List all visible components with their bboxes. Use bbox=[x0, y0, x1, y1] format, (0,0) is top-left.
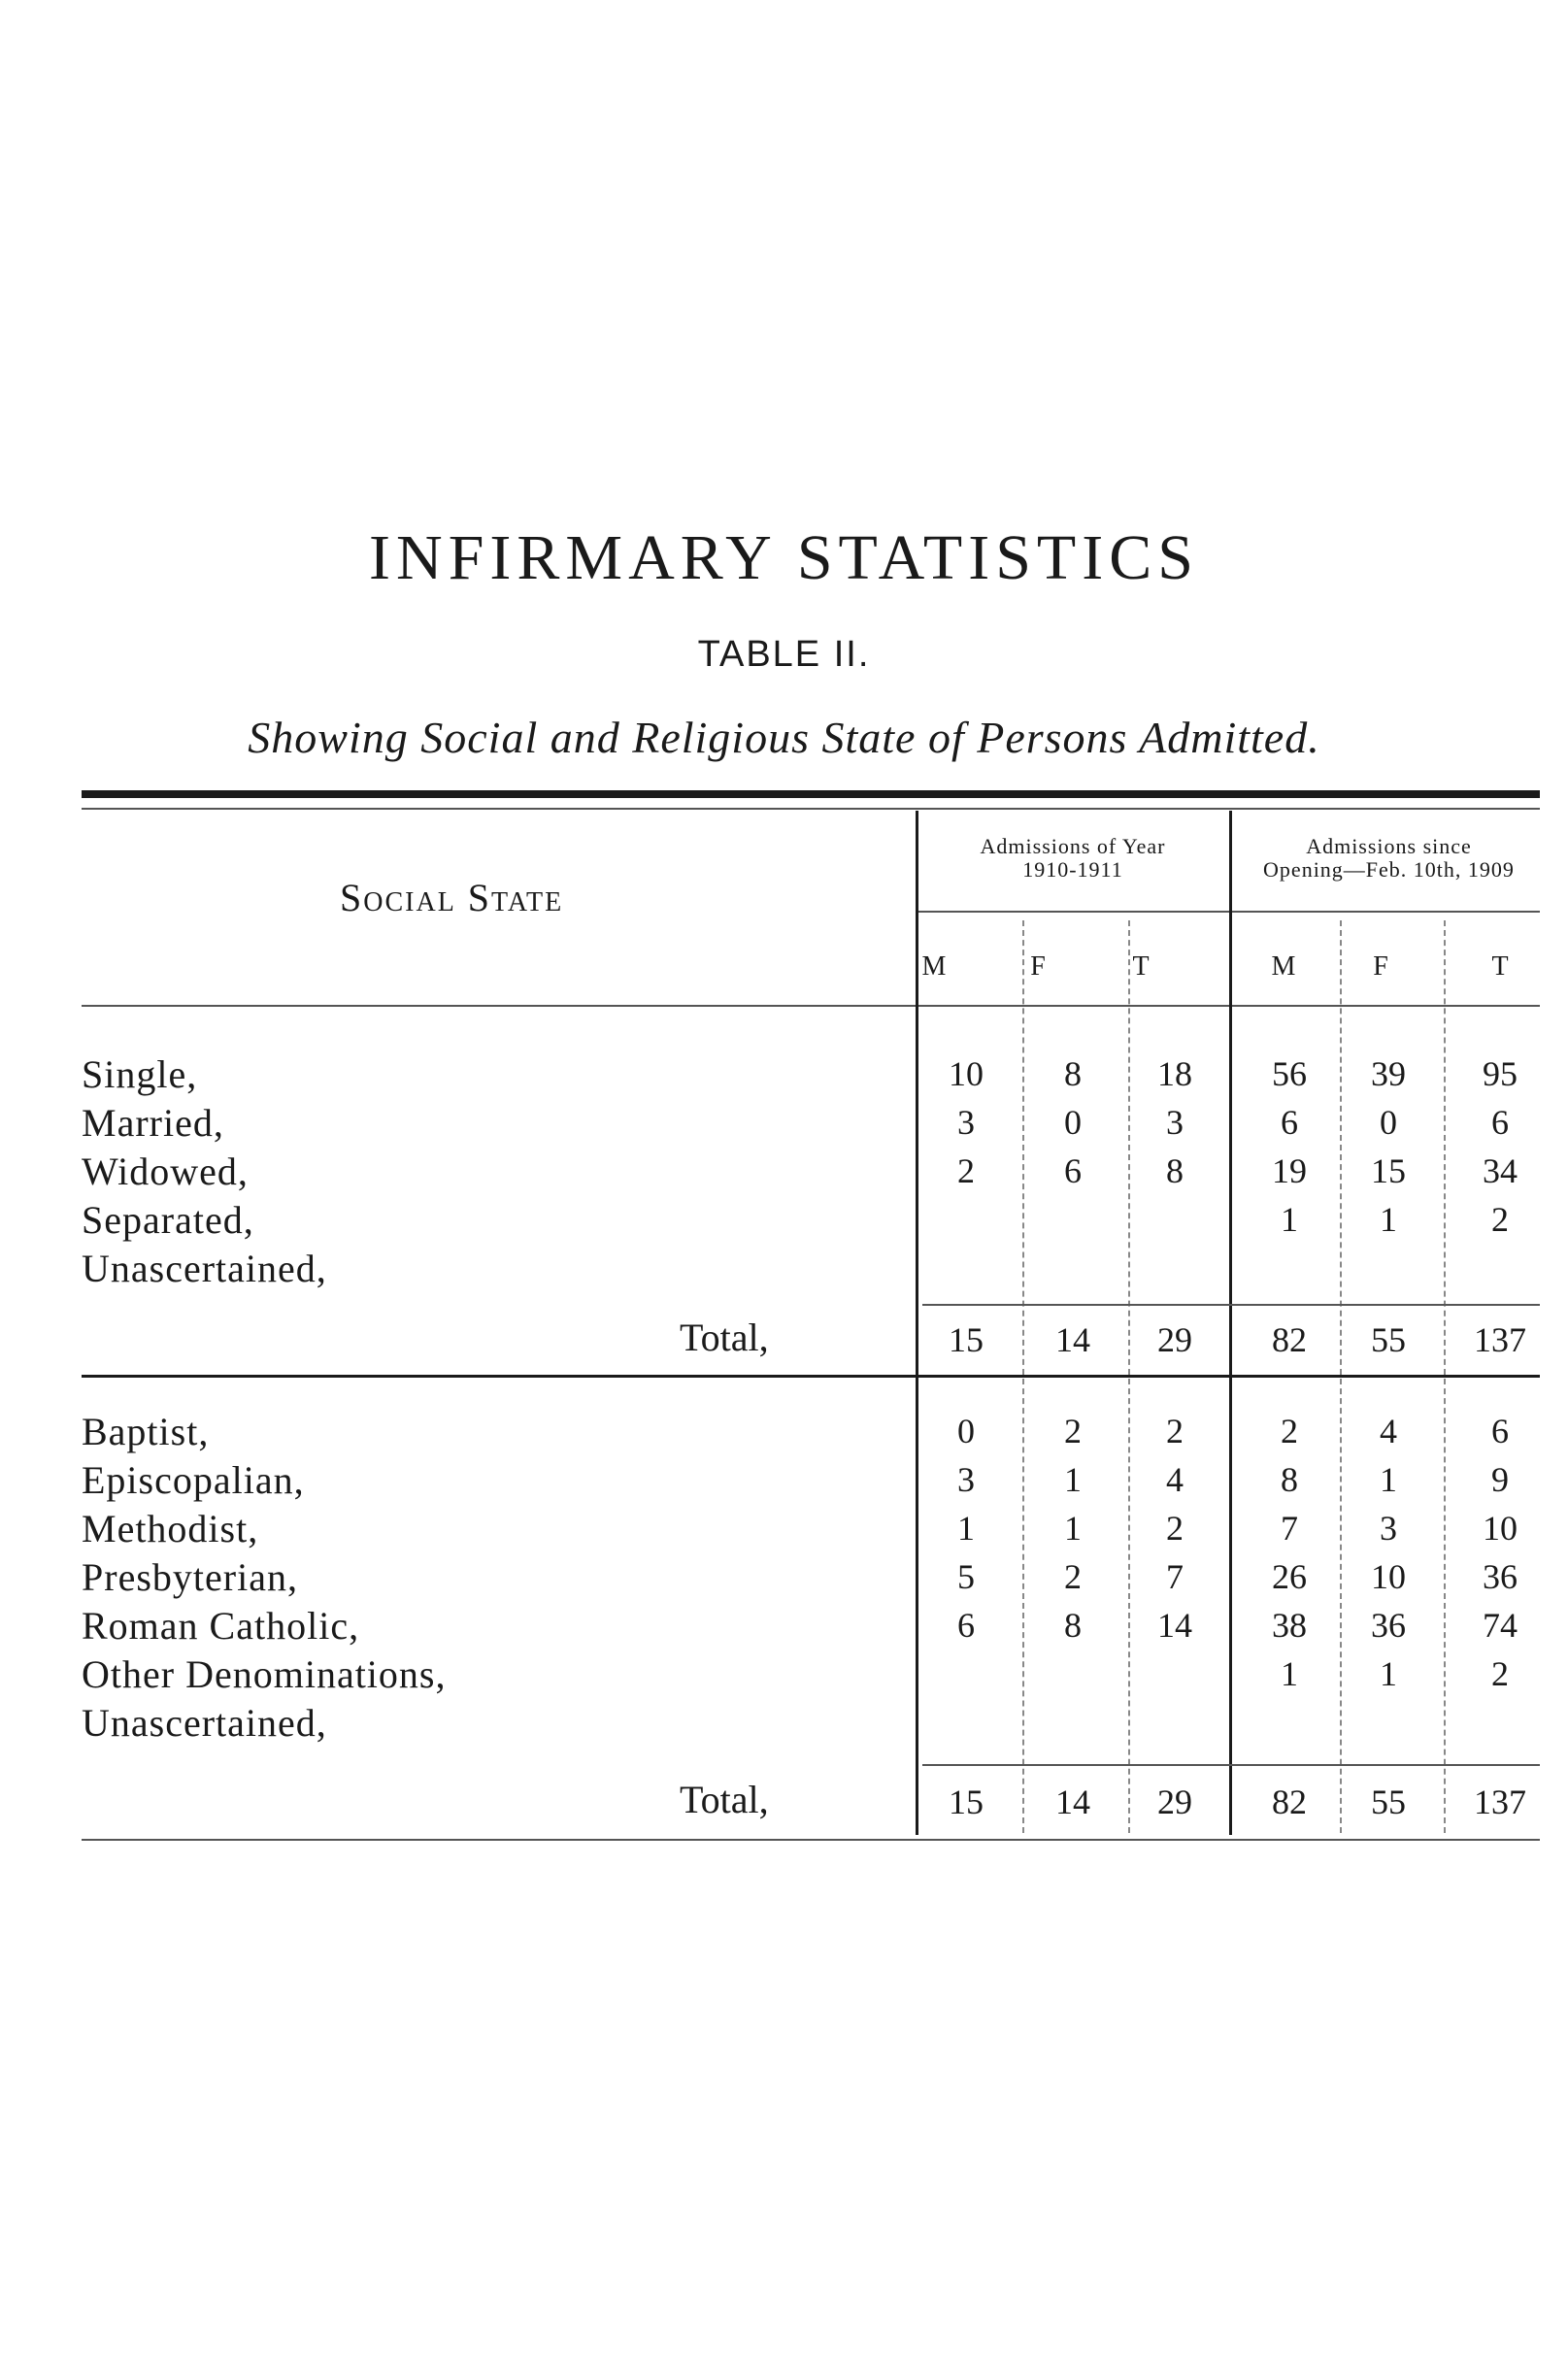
cell: 36 bbox=[1371, 1606, 1406, 1645]
cell: 7 bbox=[1166, 1557, 1184, 1596]
col-header-m-opening: M bbox=[1271, 951, 1296, 982]
col-header-f-opening: F bbox=[1373, 951, 1388, 982]
cell: 1 bbox=[957, 1509, 975, 1548]
section-divider-rule bbox=[82, 1375, 1540, 1378]
cell: 6 bbox=[1491, 1103, 1509, 1142]
cell: 74 bbox=[1483, 1606, 1518, 1645]
total-cell: 14 bbox=[1055, 1320, 1090, 1359]
cell: 7 bbox=[1281, 1509, 1298, 1548]
cell: 1 bbox=[1064, 1460, 1082, 1499]
cell: 38 bbox=[1272, 1606, 1307, 1645]
cell: 4 bbox=[1380, 1412, 1397, 1450]
total-cell: 15 bbox=[949, 1320, 984, 1359]
total-cell: 15 bbox=[949, 1783, 984, 1821]
cell: 2 bbox=[957, 1151, 975, 1190]
total-cell: 82 bbox=[1272, 1783, 1307, 1821]
cell: 18 bbox=[1157, 1054, 1192, 1093]
group1-header-line1: Admissions of Year bbox=[980, 834, 1166, 858]
cell: 6 bbox=[1491, 1412, 1509, 1450]
cell: 1 bbox=[1281, 1200, 1298, 1239]
row-label-other-denominations: Other Denominations, bbox=[82, 1652, 447, 1696]
cell: 8 bbox=[1064, 1606, 1082, 1645]
col-header-f-year: F bbox=[1030, 951, 1046, 982]
group1-header bbox=[917, 835, 1228, 882]
cell: 36 bbox=[1483, 1557, 1518, 1596]
row-label-married: Married, bbox=[82, 1101, 224, 1145]
cell: 2 bbox=[1064, 1557, 1082, 1596]
vertical-rule-middle bbox=[1229, 811, 1232, 1835]
cell: 1 bbox=[1380, 1200, 1397, 1239]
cell: 2 bbox=[1166, 1412, 1184, 1450]
cell: 1 bbox=[1281, 1654, 1298, 1693]
cell: 1 bbox=[1380, 1460, 1397, 1499]
cell: 3 bbox=[957, 1460, 975, 1499]
cell: 2 bbox=[1281, 1412, 1298, 1450]
row-header-social-state: Social State bbox=[340, 876, 564, 919]
group2-header bbox=[1231, 835, 1547, 882]
cell: 3 bbox=[1380, 1509, 1397, 1548]
page-title: INFIRMARY STATISTICS bbox=[369, 522, 1199, 593]
cell: 19 bbox=[1272, 1151, 1307, 1190]
cell: 1 bbox=[1064, 1509, 1082, 1548]
cell: 0 bbox=[957, 1412, 975, 1450]
cell: 3 bbox=[957, 1103, 975, 1142]
row-label-religion-unascertained: Unascertained, bbox=[82, 1701, 327, 1745]
cell: 3 bbox=[1166, 1103, 1184, 1142]
col-header-m-year: M bbox=[921, 951, 947, 982]
table-caption: Showing Social and Religious State of Persons Admitted. bbox=[248, 713, 1320, 762]
group1-header-line2: 1910-1911 bbox=[1022, 857, 1123, 882]
row-label-widowed: Widowed, bbox=[82, 1150, 249, 1193]
total-cell: 55 bbox=[1371, 1783, 1406, 1821]
col-header-t-year: T bbox=[1132, 951, 1150, 982]
cell: 8 bbox=[1064, 1054, 1082, 1093]
row-label-baptist: Baptist, bbox=[82, 1410, 210, 1453]
cell: 14 bbox=[1157, 1606, 1192, 1645]
cell: 4 bbox=[1166, 1460, 1184, 1499]
row-label-presbyterian: Presbyterian, bbox=[82, 1555, 298, 1599]
cell: 56 bbox=[1272, 1054, 1307, 1093]
cell: 8 bbox=[1166, 1151, 1184, 1190]
cell: 9 bbox=[1491, 1460, 1509, 1499]
cell: 5 bbox=[957, 1557, 975, 1596]
row-label-unascertained: Unascertained, bbox=[82, 1247, 327, 1290]
cell: 0 bbox=[1064, 1103, 1082, 1142]
cell: 15 bbox=[1371, 1151, 1406, 1190]
cell: 6 bbox=[1281, 1103, 1298, 1142]
total-cell: 137 bbox=[1474, 1320, 1526, 1359]
cell: 2 bbox=[1166, 1509, 1184, 1548]
cell: 39 bbox=[1371, 1054, 1406, 1093]
social-subtotal-rule bbox=[922, 1304, 1540, 1306]
total-cell: 14 bbox=[1055, 1783, 1090, 1821]
religious-subtotal-rule bbox=[922, 1764, 1540, 1766]
row-label-religious-total: Total, bbox=[680, 1778, 769, 1821]
total-cell: 82 bbox=[1272, 1320, 1307, 1359]
cell: 6 bbox=[1064, 1151, 1082, 1190]
group2-header-line1: Admissions since bbox=[1306, 834, 1472, 858]
total-cell: 55 bbox=[1371, 1320, 1406, 1359]
row-label-separated: Separated, bbox=[82, 1198, 254, 1242]
table-number: TABLE II. bbox=[697, 634, 871, 675]
cell: 10 bbox=[1371, 1557, 1406, 1596]
total-cell: 29 bbox=[1157, 1783, 1192, 1821]
top-rule-thin bbox=[82, 808, 1540, 810]
row-label-roman-catholic: Roman Catholic, bbox=[82, 1604, 360, 1648]
row-label-episcopalian: Episcopalian, bbox=[82, 1458, 305, 1502]
top-rule-thick bbox=[82, 790, 1540, 798]
col-header-t-opening: T bbox=[1491, 951, 1509, 982]
header-bottom-rule bbox=[82, 1005, 1540, 1007]
cell: 2 bbox=[1491, 1654, 1509, 1693]
cell: 26 bbox=[1272, 1557, 1307, 1596]
cell: 2 bbox=[1064, 1412, 1082, 1450]
cell: 8 bbox=[1281, 1460, 1298, 1499]
total-cell: 137 bbox=[1474, 1783, 1526, 1821]
row-label-social-total: Total, bbox=[680, 1316, 769, 1359]
cell: 10 bbox=[1483, 1509, 1518, 1548]
cell: 10 bbox=[949, 1054, 984, 1093]
total-cell: 29 bbox=[1157, 1320, 1192, 1359]
row-label-single: Single, bbox=[82, 1052, 198, 1096]
cell: 95 bbox=[1483, 1054, 1518, 1093]
cell: 0 bbox=[1380, 1103, 1397, 1142]
row-label-methodist: Methodist, bbox=[82, 1507, 259, 1550]
cell: 2 bbox=[1491, 1200, 1509, 1239]
cell: 6 bbox=[957, 1606, 975, 1645]
cell: 34 bbox=[1483, 1151, 1518, 1190]
bottom-rule bbox=[82, 1839, 1540, 1841]
group2-header-line2: Opening—Feb. 10th, 1909 bbox=[1263, 857, 1515, 882]
cell: 1 bbox=[1380, 1654, 1397, 1693]
